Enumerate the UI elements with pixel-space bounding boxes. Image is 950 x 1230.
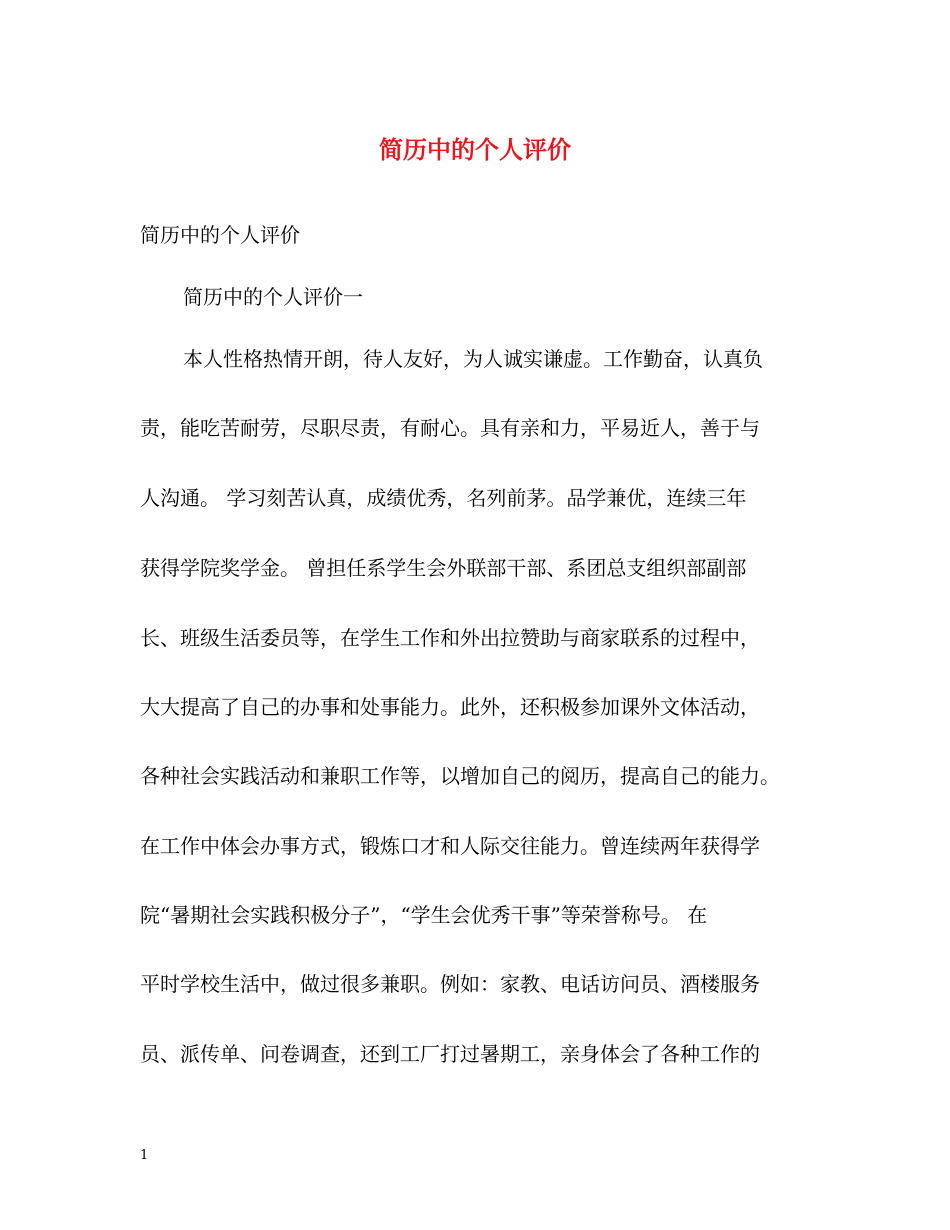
section-title: 简历中的个人评价一 (183, 285, 363, 309)
body-line: 人沟通。 学习刻苦认真，成绩优秀，名列前茅。品学兼优，连续三年 (140, 486, 747, 510)
body-line: 大大提高了自己的办事和处事能力。此外，还积极参加课外文体活动， (140, 695, 760, 719)
body-line: 获得学院奖学金。 曾担任系学生会外联部干部、系团总支组织部副部 (140, 556, 747, 580)
body-line: 院“暑期社会实践积极分子”，“学生会优秀干事”等荣誉称号。 在 (140, 903, 708, 927)
document-title: 简历中的个人评价 (379, 135, 571, 164)
page-number: 1 (140, 1148, 149, 1163)
body-line: 员、派传单、问卷调查，还到工厂打过暑期工，亲身体会了各种工作的 (140, 1042, 760, 1066)
body-line: 各种社会实践活动和兼职工作等，以增加自己的阅历，提高自己的能力。 (140, 764, 780, 788)
body-line: 责，能吃苦耐劳，尽职尽责，有耐心。具有亲和力，平易近人，善于与 (140, 416, 760, 440)
body-line: 平时学校生活中，做过很多兼职。例如：家教、电话访问员、酒楼服务 (140, 972, 760, 996)
document-subheading: 简历中的个人评价 (140, 223, 300, 247)
body-line: 本人性格热情开朗，待人友好，为人诚实谦虚。工作勤奋，认真负 (183, 347, 763, 371)
body-line: 在工作中体会办事方式，锻炼口才和人际交往能力。曾连续两年获得学 (140, 834, 760, 858)
body-line: 长、班级生活委员等，在学生工作和外出拉赞助与商家联系的过程中， (140, 626, 760, 650)
